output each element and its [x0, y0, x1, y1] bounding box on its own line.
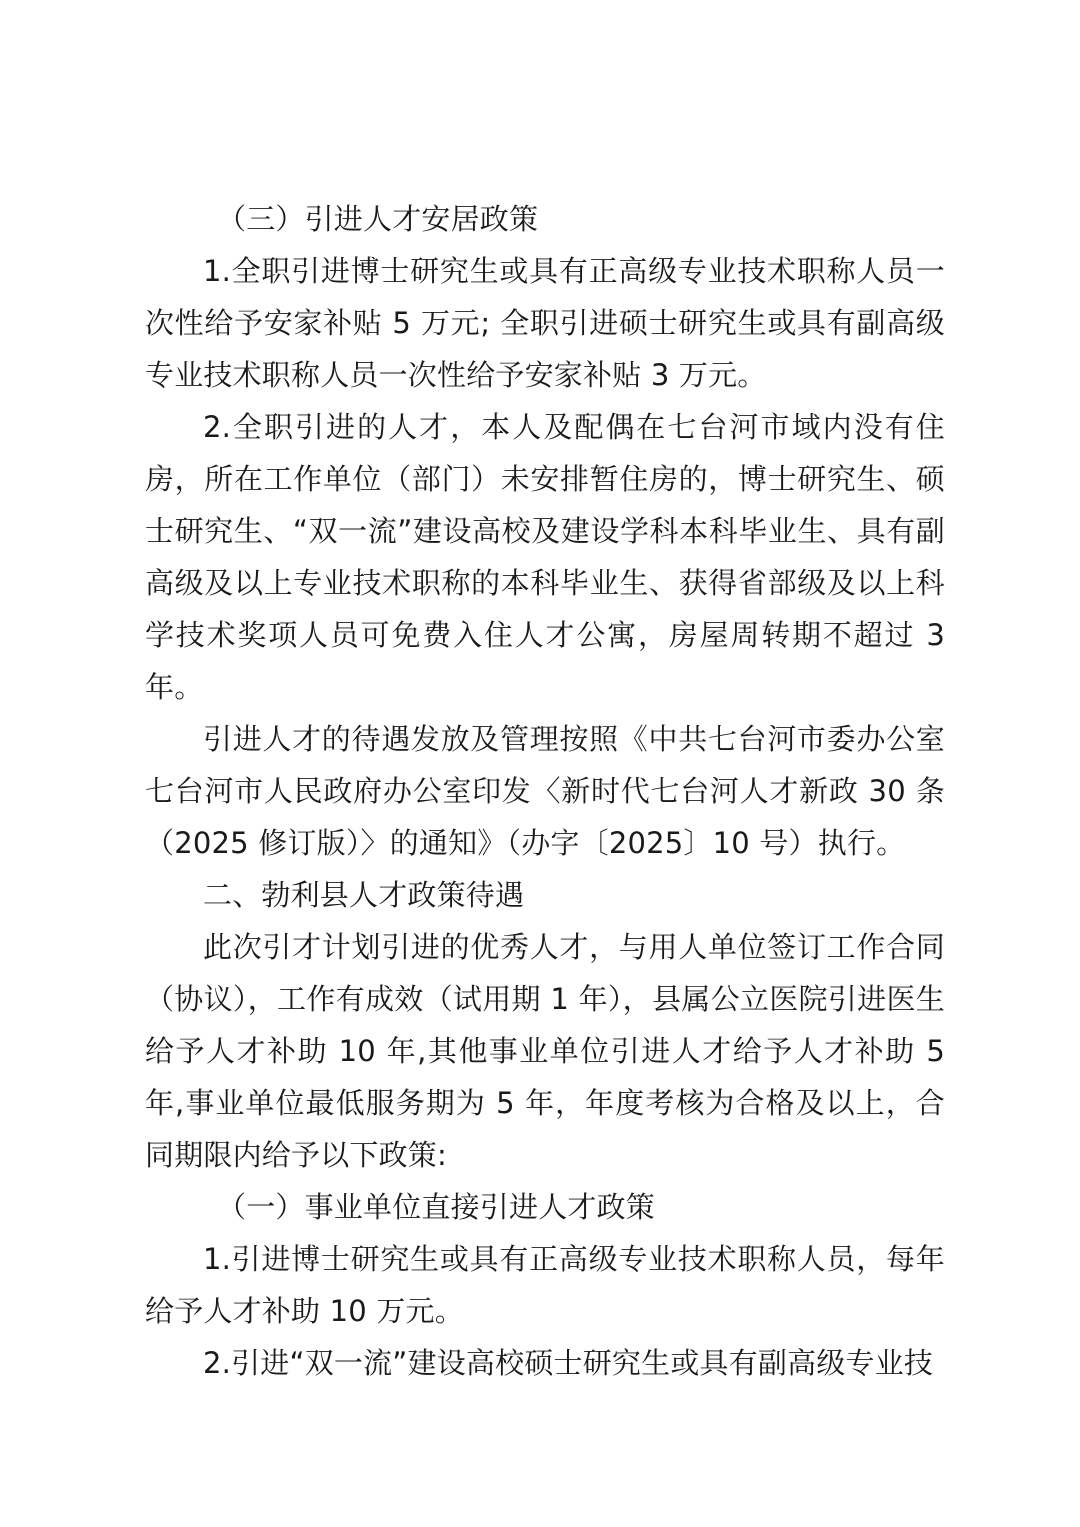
section-heading-direct-introduction: （一）事业单位直接引进人才政策	[217, 1190, 656, 1224]
paragraph-talent-subsidy-terms: 此次引才计划引进的优秀人才，与用人单位签订工作合同（协议），工作有成效（试用期 1 年），县属公立医院引进医生给予人才补助 10 年,其他事业单位引进人才给予人才补助 5 年,事业单位最低服务期为 5 年，年度考核为合格及以上，合同期限内给予以下政策:	[145, 930, 945, 1172]
section-heading-boli-county: 二、勃利县人才政策待遇	[203, 878, 525, 912]
paragraph-masters-subsidy: 2.引进“双一流”建设高校硕士研究生或具有副高级专业技	[203, 1346, 934, 1380]
paragraph-settling-subsidy: 1.全职引进博士研究生或具有正高级专业技术职称人员一次性给予安家补贴 5 万元; 全职引进硕士研究生或具有副高级专业技术职称人员一次性给予安家补贴 3 万元。	[145, 254, 945, 392]
paragraph-doctorate-subsidy: 1.引进博士研究生或具有正高级专业技术职称人员，每年给予人才补助 10 万元。	[145, 1242, 945, 1328]
paragraph-talent-apartment: 2.全职引进的人才，本人及配偶在七台河市域内没有住房，所在工作单位（部门）未安排暂住房的，博士研究生、硕士研究生、“双一流”建设高校及建设学科本科毕业生、具有副高级及以上专业技术职称的本科毕业生、获得省部级及以上科学技术奖项人员可免费入住人才公寓，房屋周转期不超过 3 年。	[145, 410, 945, 704]
paragraph-implementation-notice: 引进人才的待遇发放及管理按照《中共七台河市委办公室七台河市人民政府办公室印发〈新时代七台河人才新政 30 条（2025 修订版）〉的通知》（办字〔2025〕10 号）执行。	[145, 722, 945, 860]
section-heading-housing-policy: （三）引进人才安居政策	[217, 202, 539, 236]
document-body	[145, 193, 945, 1389]
